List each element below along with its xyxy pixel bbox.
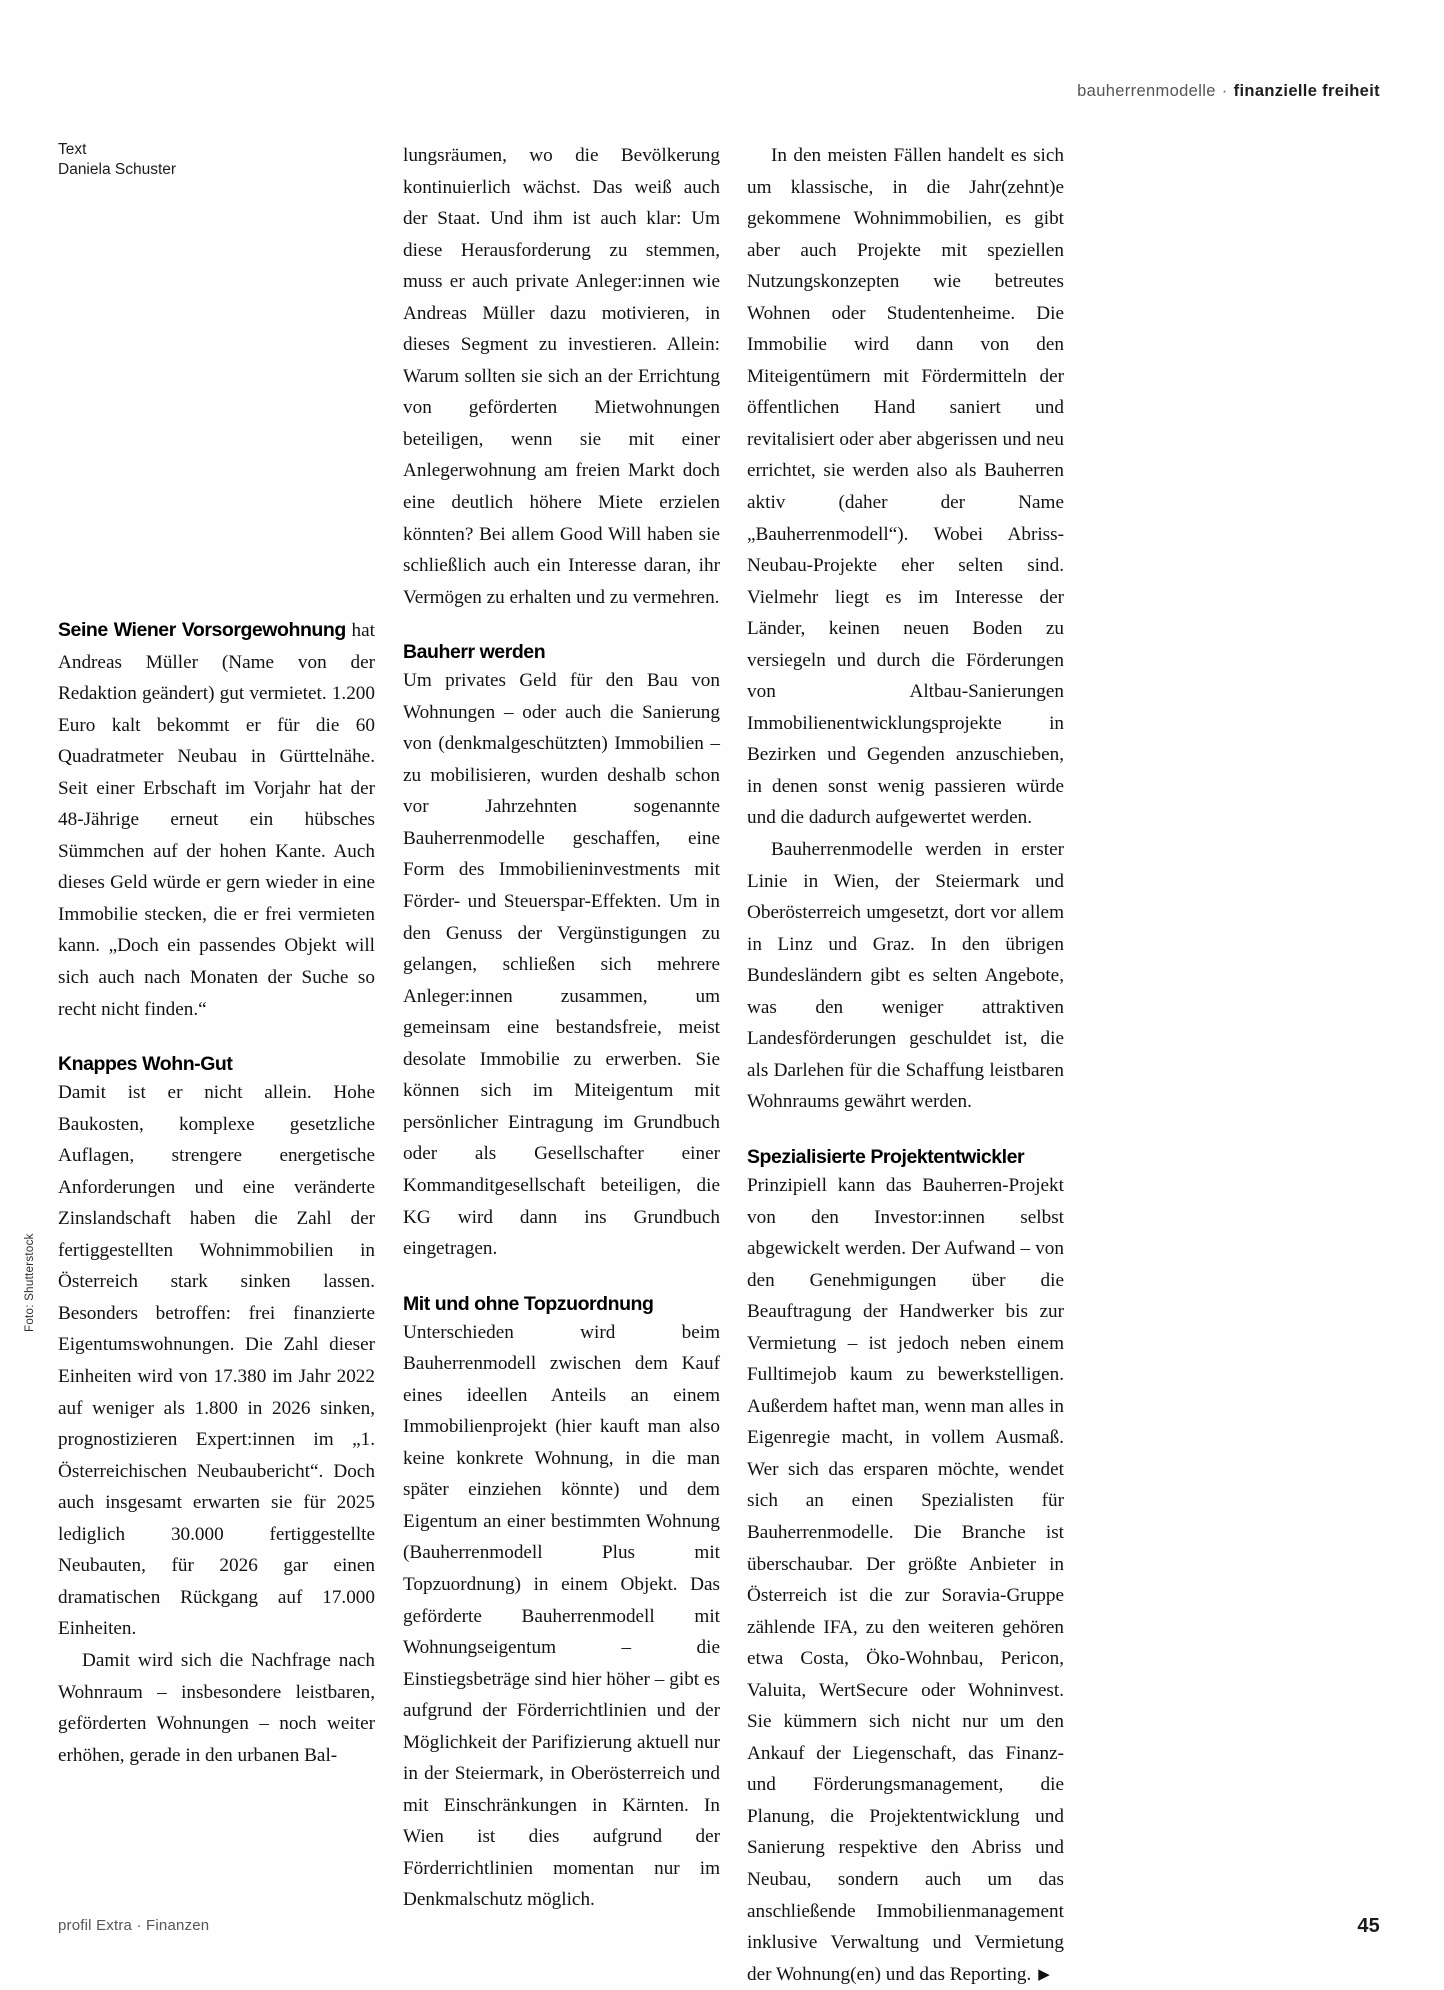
section-heading: Mit und ohne Topzuordnung (403, 1292, 654, 1315)
paragraph-text: hat Andreas Müller (Name von der Redaktion geändert) gut vermietet. 1.200 Euro kalt bekommt er für die 60 Quadratmeter Neubau in Gürttelnähe. Seit einer Erbschaft im Vorjahr hat der 48-Jährige erneut ein hübsches Sümmchen auf der hohen Kante. Auch dieses Geld würde er gern wieder in eine Immobilie stecken, die er frei vermieten kann. „Doch ein passendes Objekt will sich auch nach Monaten der Suche so recht nicht finden.“ (58, 620, 375, 1020)
paragraph: lungsräumen, wo die Bevölkerung kontinuierlich wächst. Das weiß auch der Staat. Und ihm ist auch klar: Um diese Herausforderung zu stemmen, muss er auch private Anleger:innen wie Andreas Müller dazu motivieren, in dieses Segment zu investieren. Allein: Warum sollten sie sich an der Errichtung von geförderten Mietwohnungen beteiligen, wenn sie mit einer Anlegerwohnung am freien Markt doch eine deutlich höhere Miete erzielen könnten? Bei allem Good Will haben sie schließlich auch ein Interesse daran, ihr Vermögen zu erhalten und zu vermehren. (403, 145, 720, 608)
paragraph: Bauherrenmodelle werden in erster Linie in Wien, der Steiermark und Oberösterreich umgesetzt, dort vor allem in Linz und Graz. In den übrigen Bundesländern gibt es selten Angebote, was den weniger attraktiven Landesförderungen geschuldet ist, die als Darlehen für die Schaffung leistbaren Wohnraums gewährt werden. (747, 839, 1064, 1113)
text-column-2 (403, 140, 720, 1916)
text-column-1 (58, 615, 375, 1771)
running-header-section: bauherrenmodelle (1077, 82, 1216, 100)
section-heading: Bauherr werden (403, 641, 546, 664)
running-header (1077, 82, 1380, 101)
paragraph: Unterschieden wird beim Bauherrenmodell zwischen dem Kauf eines ideellen Anteils an einem Immobilienprojekt (hier kauft man also keine konkrete Wohnung, in die man später einziehen könnte) und dem Eigentum an einer bestimmten Wohnung (Bauherrenmodell Plus mit Topzuordnung) in einem Objekt. Das geförderte Bauherrenmodell mit Wohnungseigentum – die Einstiegsbeträge sind hier höher – gibt es aufgrund der Förderrichtlinien und der Möglichkeit der Parifizierung aktuell nur in der Steiermark, in Oberösterreich und mit Einschränkungen in Kärnten. In Wien ist dies aufgrund der Förderrichtlinien momentan nur im Denkmalschutz möglich. (403, 1321, 720, 1911)
photo-credit: Foto: Shutterstock (24, 1233, 36, 1332)
text-column-3 (747, 140, 1064, 1990)
paragraph: In den meisten Fällen handelt es sich um klassische, in die Jahr(zehnt)e gekommene Wohnimmobilien, es gibt aber auch Projekte mit speziellen Nutzungskonzepten wie betreutes Wohnen oder Studentenheime. Die Immobilie wird dann von den Miteigentümern mit Fördermitteln der öffentlichen Hand saniert und revitalisiert oder aber abgerissen und neu errichtet, sie werden also als Bauherren aktiv (daher der Name „Bauherrenmodell“). Wobei Abriss-Neubau-Projekte eher selten sind. Vielmehr liegt es im Interesse der Länder, keinen neuen Boden zu versiegeln und durch die Förderungen von Altbau-Sanierungen Immobilienentwicklungsprojekte in Bezirken und Gegenden anzuschieben, in denen sonst wenig passieren würde und die dadurch aufgewertet werden. (747, 145, 1064, 829)
byline (58, 140, 358, 180)
paragraph (747, 1170, 1064, 1990)
byline-author: Daniela Schuster (58, 161, 177, 178)
footer-publication: profil Extra · Finanzen (58, 1917, 210, 1934)
paragraph: Damit ist er nicht allein. Hohe Baukosten, komplexe gesetzliche Auflagen, strengere energetische Anforderungen und eine veränderte Zinslandschaft haben die Zahl der fertiggestellten Wohnimmobilien in Österreich stark sinken lassen. Besonders betroffen: frei finanzierte Eigentumswohnungen. Die Zahl dieser Einheiten wird von 17.380 im Jahr 2022 auf weniger als 1.800 in 2026 sinken, prognostizieren Expert:innen im „1. Österreichischen Neubaubericht“. Doch auch insgesamt erwarten sie für 2025 lediglich 30.000 fertiggestellte Neubauten, für 2026 gar einen dramatischen Rückgang auf 17.000 Einheiten. (58, 1082, 375, 1640)
running-header-separator: · (1221, 82, 1228, 100)
byline-label: Text (58, 141, 87, 158)
section-heading: Spezialisierte Projektentwickler (747, 1145, 1025, 1168)
lead-in-text: Seine Wiener Vorsorgewohnung (58, 619, 346, 641)
section-heading: Knappes Wohn-Gut (58, 1053, 233, 1076)
paragraph-text: Prinzipiell kann das Bauherren-Projekt von den Investor:innen selbst abgewickelt werden. Der Aufwand – von den Genehmigungen über die Beauftragung der Handwerker bis zur Vermietung – ist jedoch neben einem Fulltimejob kaum zu bewerkstelligen. Außerdem haftet man, wenn man alles in Eigenregie macht, in vollem Ausmaß. Wer sich das ersparen möchte, wendet sich an einen Spezialisten für Bauherrenmodelle. Die Branche ist überschaubar. Der größte Anbieter in Österreich ist die zur Soravia-Gruppe zählende IFA, zu den weiteren gehören etwa Costa, Öko-Wohnbau, Pericon, Valuita, WertSecure oder Wohninvest. Sie kümmern sich nicht nur um den Ankauf der Liegenschaft, das Finanz- und Förderungsmanagement, die Planung, die Projektentwicklung und Sanierung respektive den Abriss und Neubau, sondern auch um das anschließende Immobilienmanagement inklusive Verwaltung und Vermietung der Wohnung(en) und das Reporting. (747, 1174, 1064, 1985)
running-header-title: finanzielle freiheit (1233, 82, 1380, 100)
article-end-arrow-icon: ▶ (1038, 1966, 1050, 1983)
paragraph: Damit wird sich die Nachfrage nach Wohnraum – insbesondere leistbaren, geförderten Wohnungen – noch weiter erhöhen, gerade in den urbanen Bal- (58, 1649, 375, 1766)
paragraph: Um privates Geld für den Bau von Wohnungen – oder auch die Sanierung von (denkmalgeschützten) Immobilien – zu mobilisieren, wurden deshalb schon vor Jahrzehnten sogenannte Bauherrenmodelle geschaffen, eine Form des Immobilieninvestments mit Förder- und Steuerspar-Effekten. Um in den Genuss der Vergünstigungen zu gelangen, schließen sich mehrere Anleger:innen zusammen, um gemeinsam eine bestandsfreie, meist desolate Immobilie zu erwerben. Sie können sich im Miteigentum mit persönlicher Eintragung im Grundbuch oder als Gesellschafter einer Kommanditgesellschaft beteiligen, die KG wird dann ins Grundbuch eingetragen. (403, 670, 720, 1260)
paragraph (58, 615, 375, 1025)
footer-page-number: 45 (1357, 1915, 1380, 1937)
